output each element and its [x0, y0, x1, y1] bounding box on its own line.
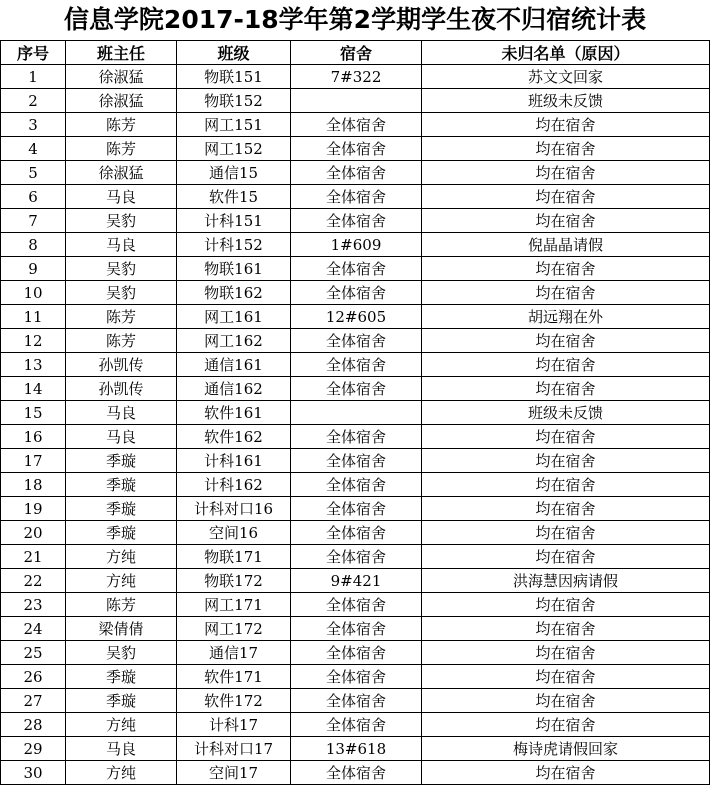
cell-class[interactable]: 计科161: [177, 449, 291, 473]
cell-dorm[interactable]: 全体宿舍: [291, 545, 422, 569]
cell-class[interactable]: 通信161: [177, 353, 291, 377]
header-dorm[interactable]: 宿舍: [291, 41, 422, 65]
cell-teacher[interactable]: 孙凯传: [66, 353, 177, 377]
cell-index[interactable]: 3: [1, 113, 66, 137]
cell-class[interactable]: 软件162: [177, 425, 291, 449]
cell-teacher[interactable]: 陈芳: [66, 593, 177, 617]
cell-teacher[interactable]: 方纯: [66, 569, 177, 593]
cell-teacher[interactable]: 马良: [66, 737, 177, 761]
cell-teacher[interactable]: 马良: [66, 185, 177, 209]
cell-absent-list[interactable]: 均在宿舍: [422, 113, 710, 137]
table-row: [1, 521, 710, 545]
cell-teacher[interactable]: 季璇: [66, 521, 177, 545]
table-row: [1, 497, 710, 521]
cell-dorm[interactable]: 全体宿舍: [291, 185, 422, 209]
cell-class[interactable]: 计科152: [177, 233, 291, 257]
cell-class[interactable]: 计科17: [177, 713, 291, 737]
cell-teacher[interactable]: 陈芳: [66, 305, 177, 329]
cell-index[interactable]: 4: [1, 137, 66, 161]
cell-dorm[interactable]: 全体宿舍: [291, 449, 422, 473]
cell-dorm[interactable]: 13#618: [291, 737, 422, 761]
cell-index[interactable]: 28: [1, 713, 66, 737]
cell-absent-list[interactable]: 均在宿舍: [422, 713, 710, 737]
cell-index[interactable]: 15: [1, 401, 66, 425]
cell-teacher[interactable]: 徐淑猛: [66, 89, 177, 113]
cell-dorm[interactable]: 全体宿舍: [291, 521, 422, 545]
cell-teacher[interactable]: 陈芳: [66, 113, 177, 137]
cell-dorm[interactable]: 全体宿舍: [291, 497, 422, 521]
table-row: [1, 65, 710, 89]
cell-teacher[interactable]: 吴豹: [66, 641, 177, 665]
cell-absent-list[interactable]: 均在宿舍: [422, 617, 710, 641]
cell-dorm[interactable]: 全体宿舍: [291, 329, 422, 353]
cell-class[interactable]: 计科162: [177, 473, 291, 497]
table-row: [1, 161, 710, 185]
table-row: [1, 257, 710, 281]
cell-absent-list[interactable]: 班级未反馈: [422, 89, 710, 113]
cell-absent-list[interactable]: 均在宿舍: [422, 545, 710, 569]
cell-index[interactable]: 29: [1, 737, 66, 761]
cell-index[interactable]: 8: [1, 233, 66, 257]
cell-dorm[interactable]: 全体宿舍: [291, 425, 422, 449]
dormitory-absence-table: [0, 40, 710, 785]
cell-absent-list[interactable]: 均在宿舍: [422, 329, 710, 353]
table-row: [1, 593, 710, 617]
cell-index[interactable]: 19: [1, 497, 66, 521]
cell-class[interactable]: 物联152: [177, 89, 291, 113]
cell-dorm[interactable]: 全体宿舍: [291, 377, 422, 401]
cell-absent-list[interactable]: 均在宿舍: [422, 473, 710, 497]
cell-dorm[interactable]: 9#421: [291, 569, 422, 593]
cell-dorm[interactable]: 全体宿舍: [291, 209, 422, 233]
cell-teacher[interactable]: 陈芳: [66, 137, 177, 161]
table-row: [1, 137, 710, 161]
cell-class[interactable]: 空间16: [177, 521, 291, 545]
cell-absent-list[interactable]: 均在宿舍: [422, 377, 710, 401]
cell-dorm[interactable]: 全体宿舍: [291, 161, 422, 185]
cell-index[interactable]: 18: [1, 473, 66, 497]
table-row: [1, 305, 710, 329]
cell-teacher[interactable]: 徐淑猛: [66, 65, 177, 89]
cell-absent-list[interactable]: 班级未反馈: [422, 401, 710, 425]
cell-teacher[interactable]: 马良: [66, 425, 177, 449]
cell-absent-list[interactable]: 均在宿舍: [422, 281, 710, 305]
cell-teacher[interactable]: 孙凯传: [66, 377, 177, 401]
table-row: [1, 377, 710, 401]
cell-teacher[interactable]: 方纯: [66, 761, 177, 785]
header-absent-list[interactable]: 未归名单（原因）: [422, 41, 710, 65]
cell-dorm[interactable]: 全体宿舍: [291, 761, 422, 785]
cell-index[interactable]: 25: [1, 641, 66, 665]
cell-index[interactable]: 1: [1, 65, 66, 89]
table-title: 信息学院2017-18学年第2学期学生夜不归宿统计表: [63, 5, 647, 34]
header-class[interactable]: 班级: [177, 41, 291, 65]
cell-dorm[interactable]: 全体宿舍: [291, 617, 422, 641]
table-row: [1, 89, 710, 113]
cell-absent-list[interactable]: 苏文文回家: [422, 65, 710, 89]
cell-dorm[interactable]: 全体宿舍: [291, 353, 422, 377]
table-row: [1, 113, 710, 137]
cell-class[interactable]: 网工171: [177, 593, 291, 617]
table-row: [1, 353, 710, 377]
cell-class[interactable]: 计科对口17: [177, 737, 291, 761]
cell-class[interactable]: 软件172: [177, 689, 291, 713]
cell-dorm[interactable]: [291, 89, 422, 113]
table-row: [1, 737, 710, 761]
cell-index[interactable]: 21: [1, 545, 66, 569]
cell-index[interactable]: 27: [1, 689, 66, 713]
cell-absent-list[interactable]: 梅诗虎请假回家: [422, 737, 710, 761]
cell-class[interactable]: 计科151: [177, 209, 291, 233]
cell-index[interactable]: 11: [1, 305, 66, 329]
cell-absent-list[interactable]: 均在宿舍: [422, 689, 710, 713]
cell-teacher[interactable]: 陈芳: [66, 329, 177, 353]
cell-index[interactable]: 2: [1, 89, 66, 113]
table-row: [1, 209, 710, 233]
cell-dorm[interactable]: 全体宿舍: [291, 257, 422, 281]
table-row: [1, 185, 710, 209]
cell-class[interactable]: 网工152: [177, 137, 291, 161]
table-row: [1, 689, 710, 713]
cell-index[interactable]: 17: [1, 449, 66, 473]
cell-absent-list[interactable]: 倪晶晶请假: [422, 233, 710, 257]
table-row: [1, 401, 710, 425]
cell-absent-list[interactable]: 均在宿舍: [422, 497, 710, 521]
cell-absent-list[interactable]: 胡远翔在外: [422, 305, 710, 329]
table-row: [1, 233, 710, 257]
cell-teacher[interactable]: 吴豹: [66, 257, 177, 281]
cell-class[interactable]: 网工162: [177, 329, 291, 353]
cell-dorm[interactable]: 全体宿舍: [291, 113, 422, 137]
table-row: [1, 665, 710, 689]
cell-dorm[interactable]: 全体宿舍: [291, 713, 422, 737]
header-index[interactable]: 序号: [1, 41, 66, 65]
table-row: [1, 473, 710, 497]
cell-absent-list[interactable]: 均在宿舍: [422, 161, 710, 185]
cell-class[interactable]: 网工161: [177, 305, 291, 329]
cell-class[interactable]: 物联161: [177, 257, 291, 281]
header-teacher[interactable]: 班主任: [66, 41, 177, 65]
cell-index[interactable]: 12: [1, 329, 66, 353]
cell-index[interactable]: 24: [1, 617, 66, 641]
cell-class[interactable]: 计科对口16: [177, 497, 291, 521]
cell-class[interactable]: 通信17: [177, 641, 291, 665]
cell-class[interactable]: 软件171: [177, 665, 291, 689]
cell-class[interactable]: 物联171: [177, 545, 291, 569]
table-row: [1, 713, 710, 737]
cell-dorm[interactable]: [291, 401, 422, 425]
cell-absent-list[interactable]: 均在宿舍: [422, 257, 710, 281]
cell-dorm[interactable]: 12#605: [291, 305, 422, 329]
cell-index[interactable]: 6: [1, 185, 66, 209]
table-row: [1, 545, 710, 569]
cell-absent-list[interactable]: 均在宿舍: [422, 521, 710, 545]
cell-absent-list[interactable]: 均在宿舍: [422, 209, 710, 233]
cell-class[interactable]: 软件161: [177, 401, 291, 425]
cell-class[interactable]: 物联151: [177, 65, 291, 89]
cell-index[interactable]: 16: [1, 425, 66, 449]
cell-class[interactable]: 网工172: [177, 617, 291, 641]
cell-absent-list[interactable]: 洪海慧因病请假: [422, 569, 710, 593]
table-body: [1, 65, 710, 785]
cell-teacher[interactable]: 吴豹: [66, 209, 177, 233]
cell-dorm[interactable]: 全体宿舍: [291, 641, 422, 665]
cell-dorm[interactable]: 全体宿舍: [291, 473, 422, 497]
cell-class[interactable]: 网工151: [177, 113, 291, 137]
cell-teacher[interactable]: 方纯: [66, 713, 177, 737]
cell-absent-list[interactable]: 均在宿舍: [422, 137, 710, 161]
cell-index[interactable]: 5: [1, 161, 66, 185]
cell-index[interactable]: 10: [1, 281, 66, 305]
cell-teacher[interactable]: 吴豹: [66, 281, 177, 305]
cell-index[interactable]: 30: [1, 761, 66, 785]
cell-teacher[interactable]: 马良: [66, 233, 177, 257]
table-row: [1, 569, 710, 593]
cell-teacher[interactable]: 季璇: [66, 449, 177, 473]
cell-absent-list[interactable]: 均在宿舍: [422, 665, 710, 689]
cell-class[interactable]: 通信15: [177, 161, 291, 185]
cell-index[interactable]: 9: [1, 257, 66, 281]
cell-class[interactable]: 空间17: [177, 761, 291, 785]
cell-teacher[interactable]: 季璇: [66, 665, 177, 689]
cell-teacher[interactable]: 徐淑猛: [66, 161, 177, 185]
table-row: [1, 281, 710, 305]
cell-dorm[interactable]: 1#609: [291, 233, 422, 257]
cell-class[interactable]: 软件15: [177, 185, 291, 209]
table-row: [1, 641, 710, 665]
cell-dorm[interactable]: 全体宿舍: [291, 281, 422, 305]
header-row: [1, 41, 710, 65]
cell-class[interactable]: 物联162: [177, 281, 291, 305]
cell-teacher[interactable]: 季璇: [66, 497, 177, 521]
cell-index[interactable]: 26: [1, 665, 66, 689]
cell-index[interactable]: 20: [1, 521, 66, 545]
cell-index[interactable]: 23: [1, 593, 66, 617]
cell-class[interactable]: 物联172: [177, 569, 291, 593]
cell-dorm[interactable]: 全体宿舍: [291, 689, 422, 713]
table-row: [1, 449, 710, 473]
cell-teacher[interactable]: 梁倩倩: [66, 617, 177, 641]
cell-index[interactable]: 14: [1, 377, 66, 401]
cell-class[interactable]: 通信162: [177, 377, 291, 401]
cell-dorm[interactable]: 7#322: [291, 65, 422, 89]
cell-absent-list[interactable]: 均在宿舍: [422, 593, 710, 617]
cell-absent-list[interactable]: 均在宿舍: [422, 185, 710, 209]
cell-index[interactable]: 22: [1, 569, 66, 593]
cell-index[interactable]: 7: [1, 209, 66, 233]
table-row: [1, 761, 710, 785]
cell-absent-list[interactable]: 均在宿舍: [422, 449, 710, 473]
table-row: [1, 329, 710, 353]
table-row: [1, 425, 710, 449]
cell-index[interactable]: 13: [1, 353, 66, 377]
cell-absent-list[interactable]: 均在宿舍: [422, 761, 710, 785]
cell-dorm[interactable]: 全体宿舍: [291, 665, 422, 689]
table-row: [1, 617, 710, 641]
cell-dorm[interactable]: 全体宿舍: [291, 137, 422, 161]
cell-absent-list[interactable]: 均在宿舍: [422, 425, 710, 449]
cell-teacher[interactable]: 季璇: [66, 689, 177, 713]
cell-absent-list[interactable]: 均在宿舍: [422, 353, 710, 377]
cell-dorm[interactable]: 全体宿舍: [291, 593, 422, 617]
cell-teacher[interactable]: 季璇: [66, 473, 177, 497]
cell-teacher[interactable]: 马良: [66, 401, 177, 425]
cell-teacher[interactable]: 方纯: [66, 545, 177, 569]
cell-absent-list[interactable]: 均在宿舍: [422, 641, 710, 665]
